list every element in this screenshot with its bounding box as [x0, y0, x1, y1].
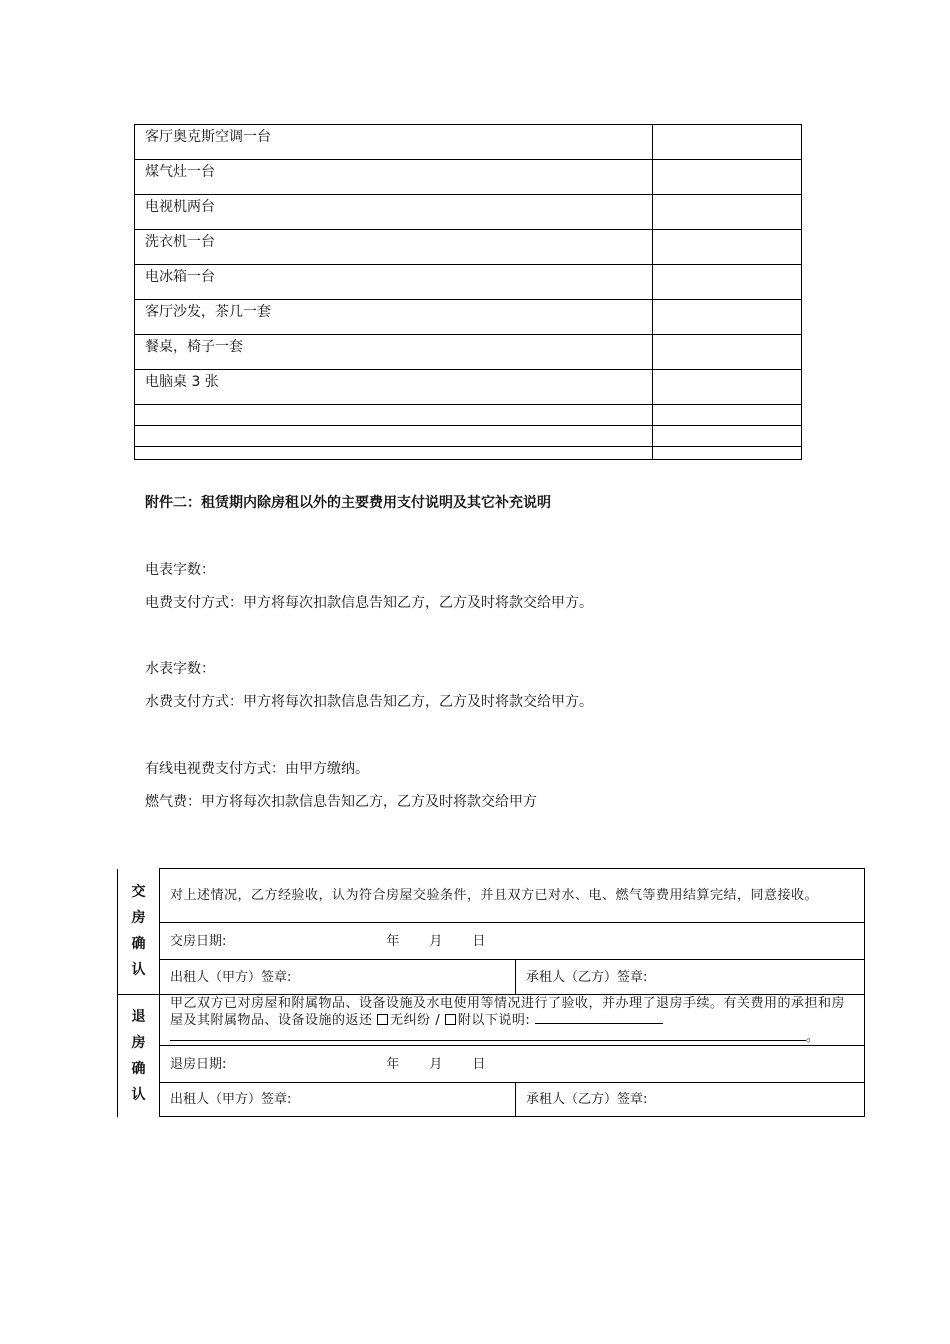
item-note — [653, 335, 802, 370]
item-note — [653, 160, 802, 195]
empty-cell — [135, 405, 653, 426]
empty-cell — [135, 447, 653, 460]
table-row — [135, 125, 802, 160]
table-row-empty — [135, 447, 802, 460]
electricity-payment: 电费支付方式：甲方将每次扣款信息告知乙方，乙方及时将款交给甲方。 — [145, 595, 593, 611]
checkout-statement — [160, 995, 865, 1046]
item-name: 客厅奥克斯空调一台 — [135, 125, 653, 160]
side-char: 认 — [131, 962, 146, 979]
side-char: 房 — [131, 1034, 146, 1051]
checkout-statement-text: 甲乙双方已对房屋和附属物品、设备设施及水电使用等情况进行了验收，并办理了退房手续。有关费用的承担和房屋及其附属物品、设备设施的返还 — [170, 996, 846, 1028]
water-reading: 水表字数： — [145, 661, 215, 677]
see-below-checkbox[interactable] — [445, 1014, 456, 1025]
day-label: 日 — [472, 933, 486, 949]
handover-side-label — [118, 869, 160, 995]
handover-date — [160, 923, 865, 960]
side-char: 确 — [131, 936, 146, 953]
item-note — [653, 265, 802, 300]
item-note — [653, 300, 802, 335]
table-row-empty — [135, 426, 802, 447]
month-label: 月 — [429, 933, 443, 949]
checkout-side-label — [118, 995, 160, 1117]
explanation-blank[interactable] — [535, 1011, 663, 1024]
year-label: 年 — [386, 1056, 400, 1072]
checkout-date-row — [118, 1046, 865, 1083]
checkout-lessor-sign: 出租人（甲方）签章: — [160, 1083, 516, 1117]
separator: / — [435, 1013, 441, 1028]
item-name: 煤气灶一台 — [135, 160, 653, 195]
no-dispute-label: 无纠纷 — [390, 1013, 431, 1028]
side-char: 退 — [131, 1008, 146, 1025]
item-name: 餐桌，椅子一套 — [135, 335, 653, 370]
checkout-sign-row — [118, 1083, 865, 1117]
empty-cell — [653, 447, 802, 460]
day-label: 日 — [472, 1056, 486, 1072]
checkout-statement-row — [118, 995, 865, 1046]
table-row — [135, 160, 802, 195]
cable-tv-payment: 有线电视费支付方式：由甲方缴纳。 — [145, 761, 369, 777]
handover-sign-row — [118, 960, 865, 995]
empty-cell — [135, 426, 653, 447]
no-dispute-checkbox[interactable] — [377, 1014, 388, 1025]
handover-date-row — [118, 923, 865, 960]
item-note — [653, 230, 802, 265]
annex2-heading: 附件二：租赁期内除房租以外的主要费用支付说明及其它补充说明 — [145, 495, 551, 511]
empty-cell — [653, 405, 802, 426]
item-name: 电视机两台 — [135, 195, 653, 230]
gas-fee: 燃气费：甲方将每次扣款信息告知乙方，乙方及时将款交给甲方 — [145, 794, 537, 810]
table-row — [135, 300, 802, 335]
side-char: 认 — [131, 1086, 146, 1103]
item-note — [653, 370, 802, 405]
year-label: 年 — [386, 933, 400, 949]
handover-statement-row — [118, 869, 865, 923]
side-char: 确 — [131, 1060, 146, 1077]
attached-items-table — [134, 124, 802, 460]
see-below-label: 附以下说明: — [457, 1013, 531, 1028]
side-char: 房 — [131, 910, 146, 927]
electricity-reading: 电表字数： — [145, 562, 215, 578]
checkout-date — [160, 1046, 865, 1083]
handover-lessee-sign: 承租人（乙方）签章: — [516, 960, 865, 995]
handover-statement: 对上述情况，乙方经验收，认为符合房屋交验条件，并且双方已对水、电、燃气等费用结算完结，同意接收。 — [160, 869, 865, 923]
explanation-blank-line[interactable] — [170, 1028, 806, 1041]
table-row — [135, 335, 802, 370]
side-char: 交 — [131, 884, 146, 901]
checkout-lessee-sign: 承租人（乙方）签章: — [516, 1083, 865, 1117]
water-payment: 水费支付方式：甲方将每次扣款信息告知乙方，乙方及时将款交给甲方。 — [145, 694, 593, 710]
end-mark: 。 — [806, 1030, 820, 1045]
handover-lessor-sign: 出租人（甲方）签章: — [160, 960, 516, 995]
empty-cell — [653, 426, 802, 447]
month-label: 月 — [429, 1056, 443, 1072]
table-row-empty — [135, 405, 802, 426]
item-note — [653, 125, 802, 160]
table-row — [135, 230, 802, 265]
item-name: 电冰箱一台 — [135, 265, 653, 300]
table-row — [135, 265, 802, 300]
date-label: 退房日期: — [170, 1056, 227, 1072]
item-note — [653, 195, 802, 230]
table-row — [135, 370, 802, 405]
confirmation-table — [117, 868, 865, 1117]
table-row — [135, 195, 802, 230]
item-name: 电脑桌 3 张 — [135, 370, 653, 405]
date-label: 交房日期: — [170, 933, 227, 949]
item-name: 洗衣机一台 — [135, 230, 653, 265]
item-name: 客厅沙发，茶几一套 — [135, 300, 653, 335]
